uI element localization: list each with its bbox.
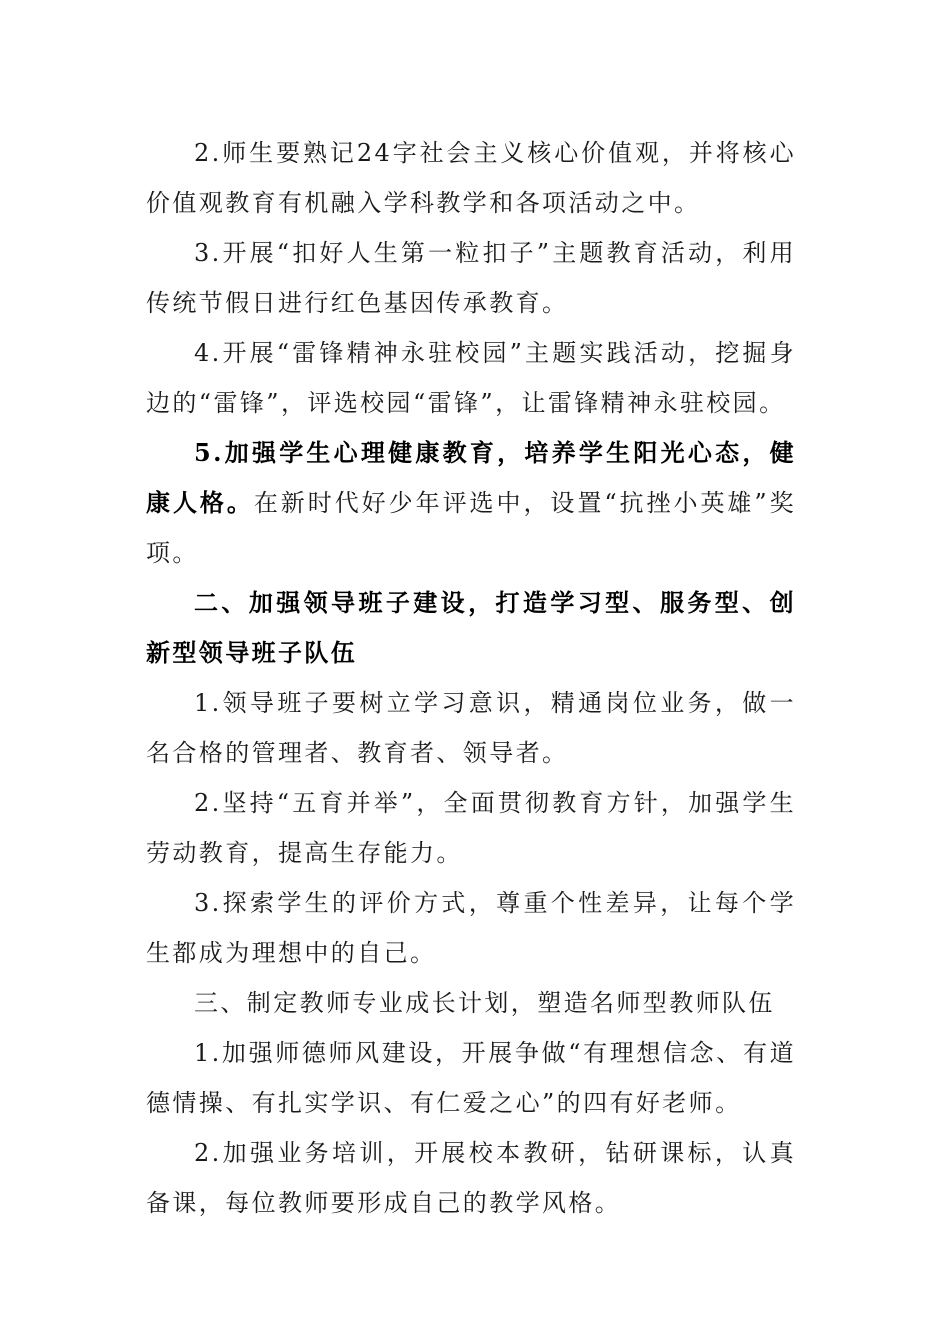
paragraph-teacher-ethics <box>146 1028 796 1128</box>
paragraph-mental-health <box>146 428 796 578</box>
paragraph-text: 2.坚持“五育并举”，全面贯彻教育方针，加强学生劳动教育，提高生存能力。 <box>146 789 796 867</box>
section-heading-teachers <box>146 978 796 1028</box>
paragraph-evaluation <box>146 878 796 978</box>
paragraph-five-education <box>146 778 796 878</box>
paragraph-text: 3.开展“扣好人生第一粒扣子”主题教育活动，利用传统节假日进行红色基因传承教育。 <box>146 239 796 317</box>
paragraph-text: 2.师生要熟记24字社会主义核心价值观，并将核心价值观教育有机融入学科教学和各项活动之中。 <box>146 139 796 217</box>
paragraph-bold-lead: 5.加强学生心理健康教育，培养学生阳光心态，健康人格。 <box>146 438 796 517</box>
section-heading-leadership <box>146 578 796 678</box>
paragraph-first-button <box>146 228 796 328</box>
paragraph-learning-awareness <box>146 678 796 778</box>
paragraph-text: 4.开展“雷锋精神永驻校园”主题实践活动，挖掘身边的“雷锋”，评选校园“雷锋”，让雷锋精神永驻校园。 <box>146 339 796 417</box>
document-body <box>146 128 796 1228</box>
paragraph-training <box>146 1128 796 1228</box>
paragraph-core-values <box>146 128 796 228</box>
section-heading-text: 三、制定教师专业成长计划，塑造名师型教师队伍 <box>194 989 775 1017</box>
paragraph-text: 1.加强师德师风建设，开展争做“有理想信念、有道德情操、有扎实学识、有仁爱之心”的四有好老师。 <box>146 1039 796 1117</box>
paragraph-text: 在新时代好少年评选中，设置“抗挫小英雄”奖项。 <box>146 489 796 567</box>
paragraph-text: 1.领导班子要树立学习意识，精通岗位业务，做一名合格的管理者、教育者、领导者。 <box>146 689 796 767</box>
paragraph-text: 2.加强业务培训，开展校本教研，钻研课标，认真备课，每位教师要形成自己的教学风格。 <box>146 1139 796 1217</box>
paragraph-text: 3.探索学生的评价方式，尊重个性差异，让每个学生都成为理想中的自己。 <box>146 889 796 967</box>
section-heading-text: 二、加强领导班子建设，打造学习型、服务型、创新型领导班子队伍 <box>146 588 796 667</box>
paragraph-lei-feng <box>146 328 796 428</box>
